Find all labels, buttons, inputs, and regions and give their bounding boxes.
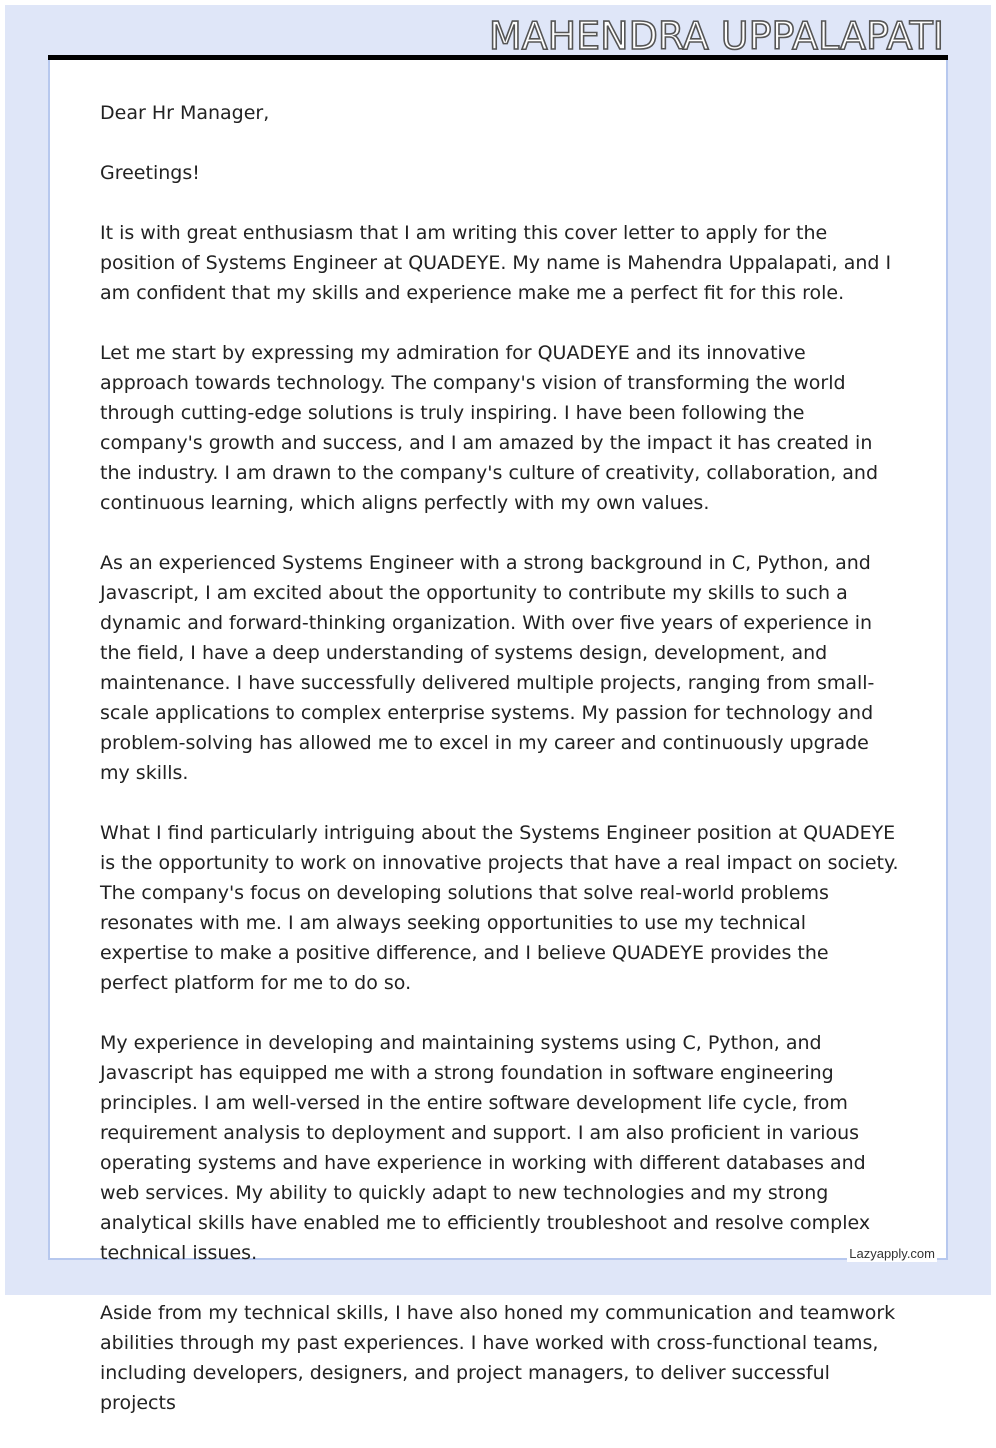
paragraph-experience: As an experienced Systems Engineer with a strong background in C, Python, and Javascript, I am excited about the opportunity to contribute my skills to such a dynamic and forward-thinking organization. With over five years of experience in the field, I have a deep understanding of systems design, development, and maintenance. I have successfully delivered multiple projects, ranging from small-scale applications to complex enterprise systems. My passion for technology and problem-solving has allowed me to excel in my career and continuously upgrade my skills.	[100, 552, 875, 784]
paragraph-technical-skills: My experience in developing and maintaining systems using C, Python, and Javascript has equipped me with a strong foundation in software engineering principles. I am well-versed in the entire software development life cycle, from requirement analysis to deployment and support. I am also proficient in various operating systems and have experience in working with different databases and web services. My ability to quickly adapt to new technologies and my strong analytical skills have enabled me to efficiently troubleshoot and resolve complex technical issues.	[100, 1032, 871, 1264]
paragraph-company-admiration: Let me start by expressing my admiration for QUADEYE and its innovative approach towards technology. The company's vision of transforming the world through cutting-edge solutions is truly inspiring. I have been following the company's growth and success, and I am amazed by the impact it has created in the industry. I am drawn to the company's culture of creativity, collaboration, and continuous learning, which aligns perfectly with my own values.	[100, 342, 879, 514]
paragraph-position-interest: What I find particularly intriguing about the Systems Engineer position at QUADEYE is the opportunity to work on innovative projects that have a real impact on society. The company's focus on developing solutions that solve real-world problems resonates with me. I am always seeking opportunities to use my technical expertise to make a positive difference, and I believe QUADEYE provides the perfect platform for me to do so.	[100, 822, 899, 994]
applicant-name: MAHENDRA UPPALAPATI	[488, 14, 944, 58]
salutation: Dear Hr Manager,	[100, 102, 270, 124]
lazyapply-watermark: Lazyapply.com	[849, 1246, 935, 1261]
greeting: Greetings!	[100, 162, 200, 184]
letter-body	[100, 98, 900, 1448]
paragraph-introduction: It is with great enthusiasm that I am writing this cover letter to apply for the position of Systems Engineer at QUADEYE. My name is Mahendra Uppalapati, and I am confident that my skills and experience make me a perfect fit for this role.	[100, 222, 892, 304]
paragraph-soft-skills: Aside from my technical skills, I have also honed my communication and teamwork abilities through my past experiences. I have worked with cross-functional teams, including developers, designers, and project managers, to deliver successful projects	[100, 1302, 896, 1414]
